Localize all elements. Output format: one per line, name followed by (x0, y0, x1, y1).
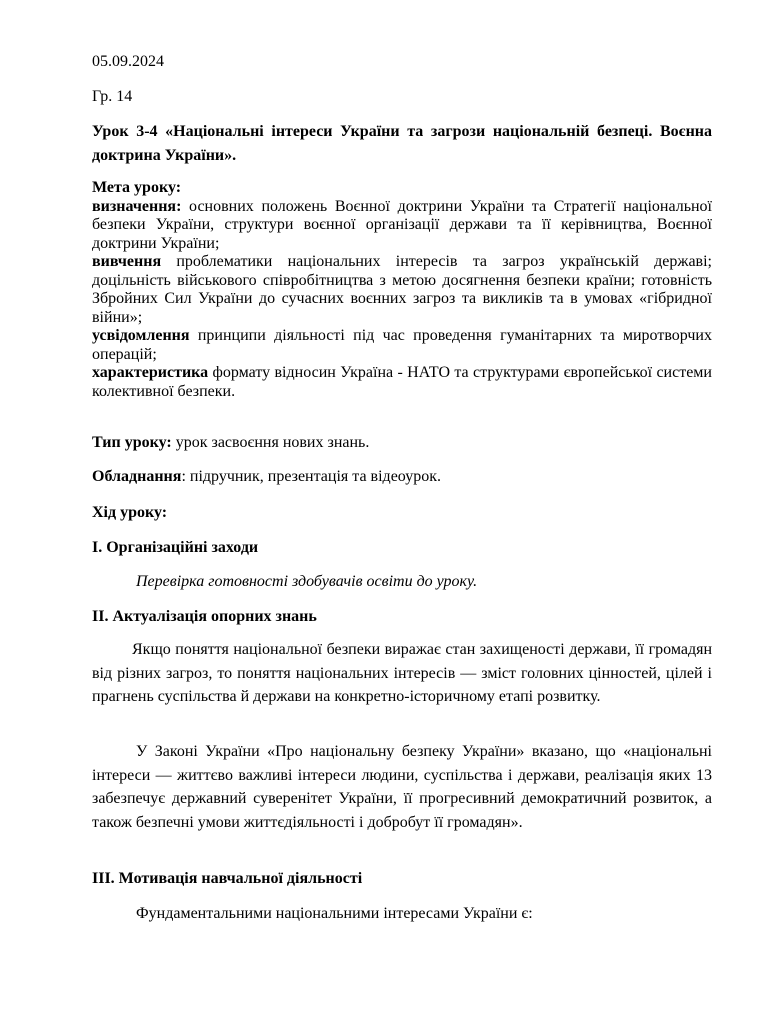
goal-block (92, 179, 712, 401)
progress-heading: Хід уроку: (92, 504, 168, 521)
equipment (92, 467, 712, 487)
goal-term: характеристика (92, 364, 209, 381)
goal-term: визначення: (92, 197, 182, 215)
group: Гр. 14 (92, 88, 133, 105)
equipment-label: Обладнання (92, 468, 182, 485)
section2-heading: ІІ. Актуалізація опорних знань (92, 608, 317, 625)
section3-text: Фундаментальними національними інтересами України є: (136, 905, 533, 922)
goal-item (92, 253, 712, 327)
goal-text: основних положень Воєнної доктрини України та Стратегії національної безпеки України, структури воєнної організації держави та її керівництва, Воєнної доктрини України; (92, 197, 712, 252)
goal-heading: Мета уроку: (92, 179, 182, 196)
goal-item (92, 327, 712, 364)
goal-text: формату відносин Україна - НАТО та структурами європейської системи колективної безпеки. (92, 364, 712, 400)
equipment-value: : підручник, презентація та відеоурок. (181, 468, 441, 485)
lesson-type (92, 433, 712, 453)
section3-heading: ІІІ. Мотивація навчальної діяльності (92, 870, 363, 887)
lesson-title: Урок 3-4 «Національні інтереси України та загрози національній безпеці. Воєнна доктрина України». (92, 123, 712, 164)
goal-text: принципи діяльності під час проведення гуманітарних та миротворчих операцій; (92, 327, 712, 363)
lesson-type-label: Тип уроку: (92, 434, 172, 451)
goal-item (92, 364, 712, 401)
section1-text: Перевірка готовності здобувачів освіти до уроку. (136, 573, 478, 590)
goal-item (92, 198, 712, 254)
lesson-type-value: урок засвоєння нових знань. (171, 434, 370, 451)
section1-heading: І. Організаційні заходи (92, 539, 259, 556)
goal-term: усвідомлення (92, 327, 190, 344)
date: 05.09.2024 (92, 53, 164, 70)
goal-term: вивчення (92, 253, 162, 270)
section2-paragraph-1: Якщо поняття національної безпеки виражає стан захищеності держави, її громадян від різних загроз, то поняття національних інтересів — зміст головних цінностей, цілей і прагнень суспільства й держави на конкретно-історичному етапі розвитку. (92, 641, 712, 705)
section2-paragraph-2: У Законі України «Про національну безпеку України» вказано, що «національні інтереси — життєво важливі інтереси людини, суспільства і держави, реалізація яких 13 забезпечує державний суверенітет України, її прогресивний демократичний розвиток, а також безпечні умови життєдіяльності і добробут її громадян». (92, 743, 712, 831)
goal-text: проблематики національних інтересів та загроз українській державі; доцільність військового співробітництва з метою досягнення безпеки країни; готовність Збройних Сил України до сучасних воєнних загроз та викликів та в умовах «гібридної війни»; (92, 253, 712, 326)
